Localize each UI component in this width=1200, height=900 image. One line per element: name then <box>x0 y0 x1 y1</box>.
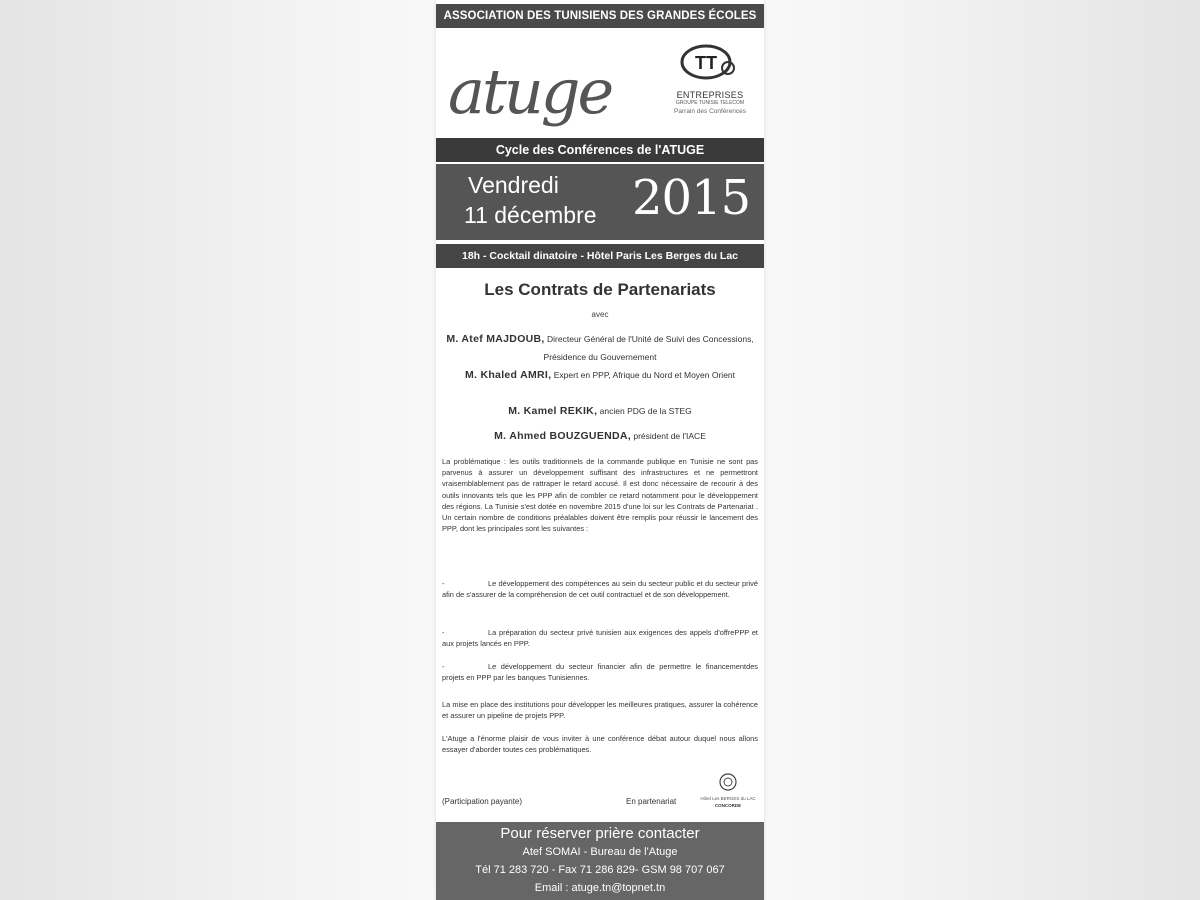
bullet-item <box>442 661 758 683</box>
conference-title: Les Contrats de Partenariats <box>484 280 716 299</box>
contact-email: Email : atuge.tn@topnet.tn <box>534 882 666 894</box>
hotel-emblem-icon <box>718 772 738 794</box>
contact-person: Atef SOMAI - Bureau de l'Atuge <box>522 846 678 858</box>
tt-logo-text: TT <box>695 53 717 73</box>
bullet-dash: - <box>442 628 445 637</box>
speaker-role: Directeur Général de l'Unité de Suivi des Concessions, Présidence du Gouvernement <box>543 334 754 362</box>
bullet-text: La préparation du secteur privé tunisien aux exigences des appels d'offrePPP et aux projets lancés en PPP. <box>442 628 758 649</box>
speaker-name: M. Kamel REKIK, <box>508 405 598 417</box>
speaker-1 <box>446 330 754 366</box>
bullet-item <box>442 627 758 649</box>
event-day: Vendredi <box>468 172 559 198</box>
cycle-title-bar <box>436 138 764 162</box>
closing-paragraph: La mise en place des institutions pour développer les meilleures pratiques, assurer la cohérence et assurer un pipeline de projets PPP. <box>442 700 758 721</box>
speaker-name: M. Khaled AMRI, <box>464 369 552 381</box>
date-block <box>436 164 764 240</box>
tt-logo-icon <box>678 44 738 88</box>
association-banner <box>436 4 764 28</box>
closing-paragraph: L'Atuge a l'énorme plaisir de vous inviter à une conférence débat autour duquel nous allons essayer d'aborder toutes ces problématiques. <box>442 734 758 755</box>
bullet-dash: - <box>442 662 445 671</box>
sponsor-role: Parrain des Conférences <box>674 108 746 115</box>
event-info-bar <box>436 244 764 268</box>
conference-flyer <box>436 0 764 900</box>
cycle-title: Cycle des Conférences de l'ATUGE <box>495 143 705 157</box>
contact-block <box>436 822 764 900</box>
speaker-4 <box>446 427 754 445</box>
partner-hotel-sub: CONCORDE <box>714 803 742 808</box>
event-info: 18h - Cocktail dinatoire - Hôtel Paris Les Berges du Lac <box>462 250 738 262</box>
speaker-2 <box>446 366 754 384</box>
speaker-role: président de l'IACE <box>633 431 706 441</box>
speaker-role: Expert en PPP, Afrique du Nord et Moyen Orient <box>553 370 736 380</box>
speaker-3 <box>446 402 754 420</box>
avec-label: avec <box>591 310 609 319</box>
speaker-role: ancien PDG de la STEG <box>599 406 692 416</box>
bullet-text: Le développement du secteur financier afin de permettre le financementdes projets en PPP par les banques Tunisiennes. <box>442 662 758 683</box>
partner-label: En partenariat <box>626 797 677 806</box>
reserve-heading: Pour réserver prière contacter <box>500 825 700 842</box>
partner-hotel-logo <box>700 772 756 816</box>
sponsor-group: GROUPE TUNISIE TELECOM <box>675 100 745 106</box>
bullet-dash: - <box>442 579 445 588</box>
event-year: 2015 <box>632 170 751 226</box>
sponsor-name: ENTREPRISES <box>676 90 744 100</box>
speaker-name: M. Ahmed BOUZGUENDA, <box>494 430 631 442</box>
association-name: ASSOCIATION DES TUNISIENS DES GRANDES ÉCOLES <box>443 10 757 22</box>
sponsor-logo <box>664 44 756 130</box>
partner-hotel-name: Hôtel Les BERGES du LAC <box>700 796 756 801</box>
event-day-month: 11 décembre <box>464 202 597 228</box>
participation-note: (Participation payante) <box>442 797 523 806</box>
intro-paragraph: La problématique : les outils traditionnels de la commande publique en Tunisie ne sont pas parvenus à assurer un développement suffisant des infrastructures et ne permettront vraisemblablement pas de rattraper le retard accusé. Il est donc nécessaire de recourir à des outils innovants tels que les PPP afin de combler ce retard notamment pour le développement des régions. La Tunisie s'est dotée en novembre 2015 d'une loi sur les Contrats de Partenariat . Un certain nombre de conditions préalables doivent être remplis pour réussir le lancement des PPP, dont les principales sont les suivantes : <box>442 457 758 534</box>
contact-phones: Tél 71 283 720 - Fax 71 286 829- GSM 98 707 067 <box>475 864 725 876</box>
atuge-logo: atuge <box>448 55 612 128</box>
speaker-name: M. Atef MAJDOUB, <box>446 333 545 345</box>
bullet-text: Le développement des compétences au sein du secteur public et du secteur privé afin de s'assurer de la compréhension de cet outil contractuel et de son développement. <box>442 579 758 600</box>
bullet-item <box>442 578 758 600</box>
